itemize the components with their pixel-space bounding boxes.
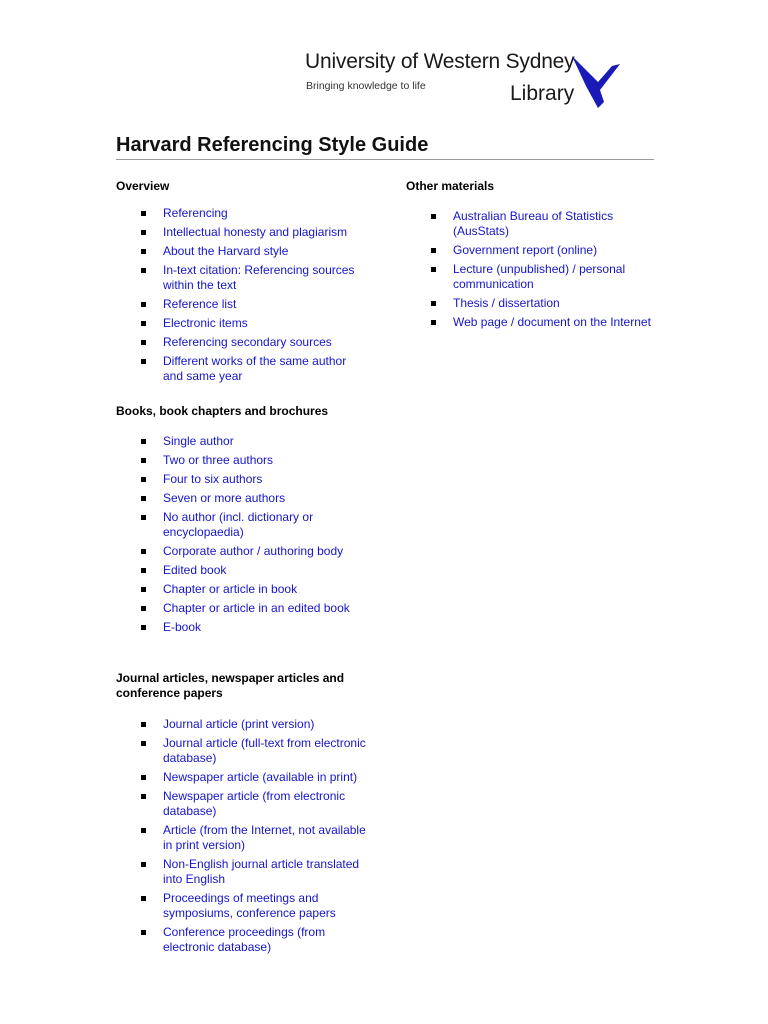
list-item — [141, 335, 367, 350]
reference-link[interactable]: Conference proceedings (from electronic database) — [163, 925, 326, 954]
bullet-icon — [141, 606, 146, 611]
reference-link[interactable]: Four to six authors — [163, 472, 263, 486]
bullet-icon — [141, 211, 146, 216]
bullet-icon — [141, 930, 146, 935]
bullet-icon — [431, 267, 436, 272]
list-item — [141, 770, 367, 785]
bullet-icon — [141, 340, 146, 345]
list-item — [141, 263, 367, 293]
bullet-icon — [141, 249, 146, 254]
list-item — [141, 206, 367, 221]
reference-link[interactable]: About the Harvard style — [163, 244, 289, 258]
list-item — [141, 823, 367, 853]
reference-link[interactable]: Proceedings of meetings and symposiums, conference papers — [163, 891, 336, 920]
bullet-icon — [431, 214, 436, 219]
list-item — [141, 925, 367, 955]
list-item — [141, 453, 367, 468]
list-item — [141, 891, 367, 921]
reference-link[interactable]: Thesis / dissertation — [453, 296, 560, 310]
bullet-icon — [141, 775, 146, 780]
bullet-icon — [431, 248, 436, 253]
list-item — [141, 297, 367, 312]
journals-heading: Journal articles, newspaper articles and conference papers — [116, 671, 345, 700]
bullet-icon — [141, 268, 146, 273]
reference-link[interactable]: Journal article (print version) — [163, 717, 315, 731]
list-item — [141, 354, 367, 384]
list-item — [431, 296, 657, 311]
bullet-icon — [141, 302, 146, 307]
reference-link[interactable]: Newspaper article (from electronic database) — [163, 789, 346, 818]
bullet-icon — [141, 896, 146, 901]
list-item — [141, 316, 367, 331]
reference-link[interactable]: Corporate author / authoring body — [163, 544, 344, 558]
reference-link[interactable]: Electronic items — [163, 316, 248, 330]
reference-link[interactable]: E-book — [163, 620, 202, 634]
reference-link[interactable]: Intellectual honesty and plagiarism — [163, 225, 348, 239]
bullet-icon — [141, 587, 146, 592]
list-item — [141, 789, 367, 819]
list-item — [141, 434, 367, 449]
bullet-icon — [141, 230, 146, 235]
list-item — [141, 717, 367, 732]
reference-link[interactable]: Different works of the same author and same year — [163, 354, 347, 383]
bullet-icon — [431, 301, 436, 306]
library-name: Library — [510, 82, 575, 105]
reference-link[interactable]: Chapter or article in an edited book — [163, 601, 350, 615]
bullet-icon — [141, 439, 146, 444]
list-item — [431, 262, 657, 292]
reference-link[interactable]: Web page / document on the Internet — [453, 315, 651, 329]
bullet-icon — [141, 625, 146, 630]
reference-link[interactable]: Article (from the Internet, not available in print version) — [163, 823, 366, 852]
list-item — [431, 209, 657, 239]
reference-link[interactable]: Seven or more authors — [163, 491, 286, 505]
bullet-icon — [141, 549, 146, 554]
reference-link[interactable]: Referencing — [163, 206, 228, 220]
reference-link[interactable]: Reference list — [163, 297, 237, 311]
reference-link[interactable]: Lecture (unpublished) / personal communication — [453, 262, 626, 291]
list-item — [141, 563, 367, 578]
list-item — [141, 620, 367, 635]
bullet-icon — [141, 722, 146, 727]
other-materials-list — [431, 209, 657, 334]
bullet-icon — [141, 741, 146, 746]
other-materials-heading: Other materials — [406, 179, 495, 193]
reference-link[interactable]: Edited book — [163, 563, 227, 577]
list-item — [141, 472, 367, 487]
reference-link[interactable]: Two or three authors — [163, 453, 274, 467]
list-item — [141, 244, 367, 259]
list-item — [431, 243, 657, 258]
list-item — [141, 601, 367, 616]
reference-link[interactable]: Newspaper article (available in print) — [163, 770, 358, 784]
reference-link[interactable]: No author (incl. dictionary or encyclopaedia) — [163, 510, 314, 539]
reference-link[interactable]: Chapter or article in book — [163, 582, 298, 596]
reference-link[interactable]: Single author — [163, 434, 234, 448]
university-name: University of Western Sydney — [305, 50, 575, 73]
bullet-icon — [141, 794, 146, 799]
list-item — [141, 544, 367, 559]
overview-list — [141, 206, 367, 388]
reference-link[interactable]: Government report (online) — [453, 243, 598, 257]
list-item — [141, 510, 367, 540]
reference-link[interactable]: Journal article (full-text from electronic database) — [163, 736, 366, 765]
journals-list — [141, 717, 367, 959]
reference-link[interactable]: Referencing secondary sources — [163, 335, 332, 349]
reference-link[interactable]: Australian Bureau of Statistics (AusStats) — [453, 209, 614, 238]
bullet-icon — [431, 320, 436, 325]
books-list — [141, 434, 367, 639]
page-title: Harvard Referencing Style Guide — [116, 134, 429, 156]
overview-heading: Overview — [116, 179, 170, 193]
bullet-icon — [141, 496, 146, 501]
bullet-icon — [141, 828, 146, 833]
books-heading: Books, book chapters and brochures — [116, 404, 329, 418]
title-divider — [116, 159, 654, 160]
bullet-icon — [141, 568, 146, 573]
list-item — [141, 225, 367, 240]
bullet-icon — [141, 862, 146, 867]
list-item — [141, 857, 367, 887]
tagline: Bringing knowledge to life — [306, 80, 426, 92]
list-item — [431, 315, 657, 330]
bullet-icon — [141, 477, 146, 482]
bullet-icon — [141, 458, 146, 463]
list-item — [141, 582, 367, 597]
list-item — [141, 736, 367, 766]
bullet-icon — [141, 359, 146, 364]
bullet-icon — [141, 321, 146, 326]
uws-logo-icon — [570, 50, 622, 110]
list-item — [141, 491, 367, 506]
bullet-icon — [141, 515, 146, 520]
reference-link[interactable]: In-text citation: Referencing sources within the text — [163, 263, 355, 292]
reference-link[interactable]: Non-English journal article translated into English — [163, 857, 360, 886]
